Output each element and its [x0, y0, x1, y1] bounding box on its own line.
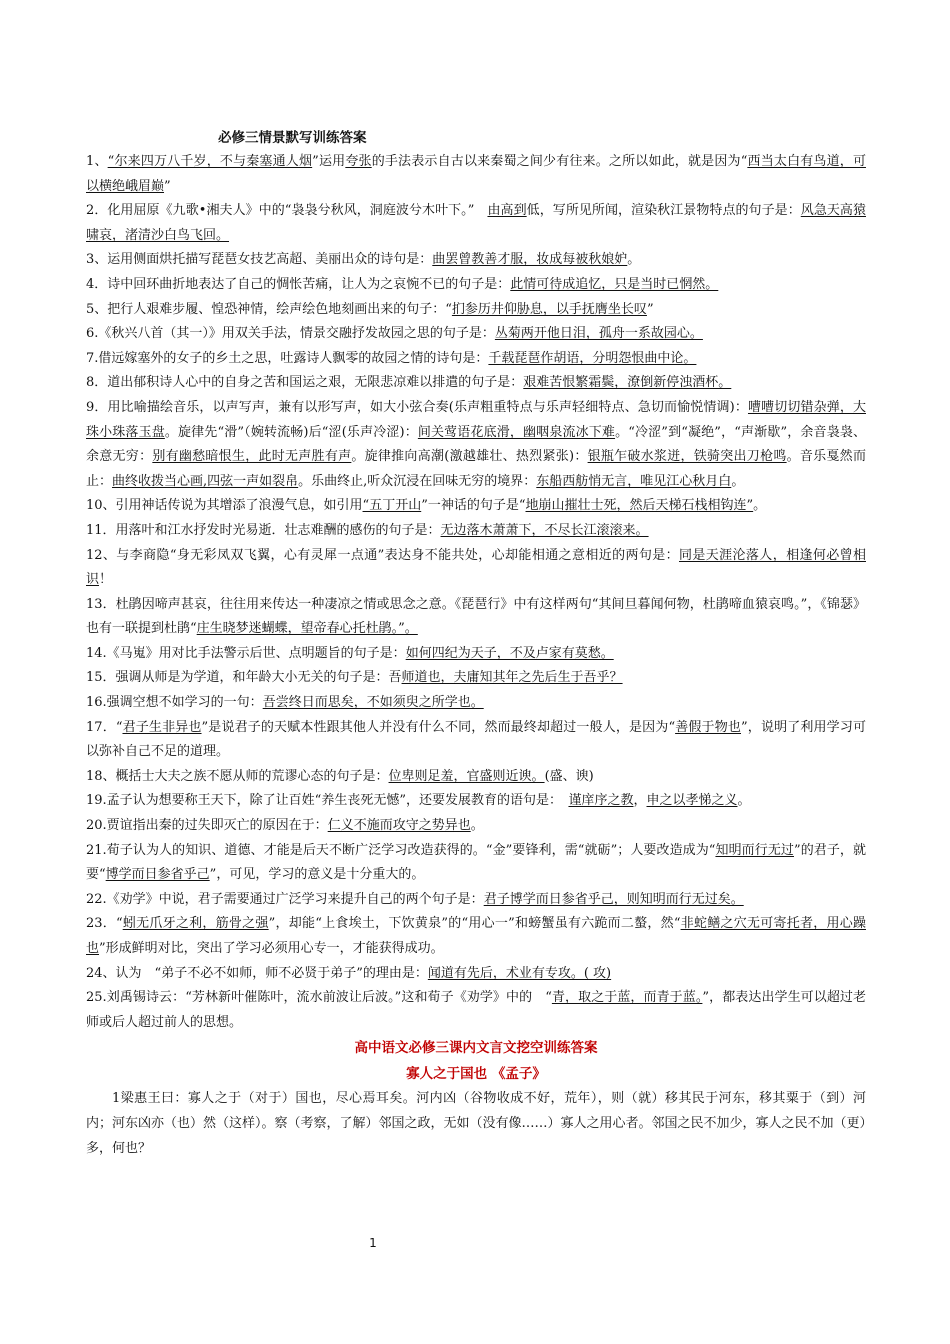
item-text: 25.刘禹锡诗云：“芳林新叶催陈叶，流水前波让后波。”这和荀子《劝学》中的 “	[86, 990, 552, 1006]
item-text: ”的君子，就要“	[86, 842, 866, 883]
answer-blank: 青，取之于蓝，而青于蓝。	[551, 990, 703, 1006]
item-text: 6.《秋兴八首（其一）》用双关手法，情景交融抒发故园之思的句子是：	[86, 326, 495, 342]
item-text: 2．化用屈原《九歌•湘夫人》中的“袅袅兮秋风，洞庭波兮木叶下。”	[86, 203, 488, 219]
answer-blank: 如何四纪为天子，不及卢家有莫愁。	[405, 645, 614, 661]
answer-item	[86, 494, 866, 519]
answer-blank: 东船西舫悄无言，唯见江心秋月白	[536, 473, 732, 489]
item-text: ”	[646, 301, 654, 317]
answer-item	[86, 716, 866, 765]
answer-item	[86, 765, 866, 790]
answer-item	[86, 691, 866, 716]
answer-item	[86, 839, 866, 888]
answer-item	[86, 912, 866, 961]
answer-item	[86, 666, 866, 691]
answer-blank: 曲罢曾教善才服，妆成每被秋娘妒	[432, 252, 628, 268]
item-text: 。	[627, 252, 641, 268]
answer-blank: 同是天涯沦落人，相逢何必曾相识	[86, 547, 866, 588]
item-text: 。旋律先“滑”（婉转流畅)后“涩(乐声冷涩)：	[164, 424, 418, 440]
item-text: 。	[470, 818, 484, 834]
answer-item	[86, 544, 866, 593]
answer-blank: 知明而行无过	[715, 842, 794, 858]
item-text: 12、与李商隐“身无彩凤双飞翼，心有灵犀一点通”表达身不能共处，心却能相通之意相近的两句是：	[86, 547, 680, 563]
answer-item	[86, 888, 866, 913]
answer-item	[86, 347, 866, 372]
answer-blank: “尔来四万八千岁，不与秦塞通人烟	[107, 154, 313, 169]
answer-blank: 间关莺语花底滑，幽咽泉流冰下难	[417, 424, 616, 440]
item-text: ”是说君子的天赋本性跟其他人并没有什么不同，然而最终却超过一般人，是因为“	[201, 719, 676, 735]
section-title: 高中语文必修三课内文言文挖空训练答案	[354, 1040, 598, 1057]
answer-blank: “五丁开山	[362, 498, 422, 514]
answer-blank: 位卑则足羞，官盛则近谀。	[388, 768, 545, 784]
answer-blank: 由高到	[487, 203, 527, 219]
item-text: 24、认为 “弟子不必不如师，师不必贤于弟子”的理由是：	[86, 965, 428, 981]
answer-item	[86, 789, 866, 814]
item-text: 的手法表示自古以来秦蜀之间少有往来。之所以如此，就是因为“	[371, 154, 748, 169]
answer-blank: 艰难苦恨繁霜鬓，潦倒新停浊酒杯。	[523, 375, 732, 391]
answer-blank: 千载琵琶作胡语，分明怨恨曲中论。	[488, 350, 697, 366]
item-text: ”，都表达出学生可以超过老师或后人超过前人的思想。	[86, 990, 866, 1030]
answer-blank: 庄生晓梦迷蝴蝶，望帝春心托杜鹃。”。	[196, 621, 418, 637]
page-number: 1	[369, 1236, 377, 1250]
item-text: 14.《马嵬》用对比手法警示后世、点明题旨的句子是：	[86, 645, 406, 661]
answer-content	[86, 150, 866, 1161]
item-text: 15．强调从师是为学道，和年龄大小无关的句子是：吾	[86, 670, 402, 686]
item-text: 13．杜鹃因啼声甚哀，往往用来传达一种凄凉之情或思念之意。《琵琶行》中有这样两句“其间旦暮闻何物，杜鹃啼血猿哀鸣。”，《锦瑟》也有一联提到杜鹃“	[86, 596, 866, 637]
item-text: 。	[731, 473, 745, 489]
answer-blank: 西当太白有鸟道，可以横绝峨眉巅	[86, 154, 866, 194]
answer-blank: 地崩山摧壮士死，然后天梯石栈相钩连”	[525, 498, 754, 514]
item-text: ”，说明了利用学习可以弥补自己不足的道理。	[86, 719, 866, 760]
item-text: 18、概括士大夫之族不愿从师的荒谬心态的句子是：	[86, 768, 389, 784]
item-text: 22.《劝学》中说，君子需要通过广泛学习来提升自己的两个句子是：	[86, 891, 484, 907]
item-text: 。乐曲终止,听众沉浸在回味无穷的境界：	[298, 473, 537, 489]
item-text: 3、运用侧面烘托描写琵琶女技艺高超、美丽出众的诗句是：	[86, 252, 433, 268]
answer-item	[86, 396, 866, 494]
answer-blank: 别有幽愁暗恨生，此时无声胜有声	[152, 449, 352, 465]
item-text: 19.孟子认为想要称王天下，除了让百姓“养生丧死无憾”，还要发展教育的语句是：	[86, 793, 569, 809]
item-text: 。“冷涩”到“凝绝”，“声渐歇”，余音袅袅、余意无穷：	[86, 424, 866, 465]
item-text: ”，却能“上食埃土，下饮黄泉”的“用心一”和螃蟹虽有六跪而二螯，然“	[268, 916, 681, 932]
item-text: 23．“	[86, 916, 123, 932]
item-text: ”，可见，学习的意义是十分重大的。	[209, 867, 425, 883]
answer-item	[86, 150, 866, 199]
answer-blank: 丛菊两开他日泪，孤舟一系故园心。	[494, 326, 703, 342]
answer-blank: 风急天高猿啸哀，渚清沙白鸟飞回。	[86, 203, 866, 243]
answer-blank: 闻道有先后，术业有专攻。( 攻)	[427, 965, 612, 981]
answer-item	[86, 298, 866, 323]
item-text: 20.贾谊指出秦的过失即灭亡的原因在于：	[86, 818, 328, 834]
item-text: (盛、谀)	[544, 768, 594, 784]
answer-item	[86, 814, 866, 839]
item-text: ”运用	[312, 154, 346, 169]
item-text: 低，写所见所闻，渲染秋江景物特点的句子是：	[526, 203, 801, 219]
answer-item	[86, 248, 866, 273]
answer-blank: 嘈嘈切切错杂弹，大珠小珠落玉盘	[86, 399, 866, 440]
answer-blank: 君子生非异也	[122, 719, 202, 735]
item-text: ”形成鲜明对比，突出了学习必须用心专一，才能获得成功。	[99, 941, 444, 956]
section-subtitle: 寡人之于国也 《孟子》	[406, 1066, 546, 1083]
answer-blank: 师道也，夫庸知其年之先后生于吾乎？	[401, 670, 623, 686]
answer-blank: 蚓无爪牙之利，筋骨之强	[122, 916, 269, 932]
answer-blank: 此情可待成追忆，只是当时已惘然。	[510, 276, 719, 292]
answer-blank: 吾尝终日而思矣，不如须臾之所学也。	[262, 695, 484, 711]
item-text: 16.强调空想不如学习的一句：	[86, 695, 263, 711]
answer-blank: 申之以孝悌之义	[646, 793, 738, 809]
answer-item	[86, 199, 866, 248]
section-paragraph: 1梁惠王曰：寡人之于（对于）国也，尽心焉耳矣。河内凶（谷物收成不好，荒年），则（就）移其民于河东，移其粟于（到）河内；河东凶亦（也）然（这样）。察（考察，了解）邻国之政，无如（没有像……）寡人之用心者。邻国之民不加少，寡人之民不加（更）多，何也？	[86, 1091, 867, 1156]
answer-blank: 无边落木萧萧下，不尽长江滚滚来。	[440, 522, 649, 538]
item-text: 9．用比喻描绘音乐，以声写声，兼有以形写声，如大小弦合奏(乐声粗重特点与乐声轻细特点、急切而愉悦情调)：	[86, 399, 748, 415]
answer-item	[86, 642, 866, 667]
answer-item	[86, 273, 866, 298]
answer-blank: 善假于物也	[675, 719, 741, 735]
item-text: 11．用落叶和江水抒发时光易逝．壮志难酬的感伤的句子是：	[86, 522, 441, 538]
item-text: ”一神话的句子是“	[421, 498, 526, 514]
answer-blank: 君子博学而日参省乎己，则知明而行无过矣。	[483, 891, 744, 907]
item-text: 。音乐戛然而止：	[86, 449, 866, 489]
answer-blank: 仁义不施而攻守之势异也	[327, 818, 471, 834]
item-text: 7.借远嫁塞外的女子的乡土之思，吐露诗人飘零的故园之情的诗句是：	[86, 350, 489, 366]
item-text: 10、引用神话传说为其增添了浪漫气息，如引用	[86, 498, 363, 514]
item-text: 21.荀子认为人的知识、道德、才能是后天不断广泛学习改造获得的。“金”要锋利，需“就砺”；人要改造成为“	[86, 842, 716, 858]
item-text: 。旋律推向高潮(激越雄壮、热烈紧张)：	[351, 449, 588, 465]
answer-item	[86, 322, 866, 347]
answer-list	[86, 150, 866, 1035]
answer-item	[86, 593, 866, 642]
answer-item	[86, 986, 866, 1035]
answer-blank: 夸张	[345, 154, 372, 169]
answer-blank: 银瓶乍破水浆迸，铁骑突出刀枪鸣	[587, 449, 787, 465]
answer-blank: 曲终收拨当心画,四弦一声如裂帛	[112, 473, 299, 489]
answer-blank: 谨庠序之教	[568, 793, 634, 809]
item-text: 。	[737, 793, 751, 809]
answer-blank: 扪参历井仰胁息，以手抚膺坐长叹	[451, 301, 647, 317]
answer-blank: 博学而日参省乎己	[105, 867, 210, 883]
answer-item	[86, 962, 866, 987]
item-text: 5、把行人艰难步履、惶恐神情，绘声绘色地刻画出来的句子：“	[86, 301, 452, 317]
answer-item	[86, 371, 866, 396]
document-title: 必修三情景默写训练答案	[218, 130, 367, 146]
item-text: ！	[99, 572, 113, 588]
item-text: 4．诗中回环曲折地表达了自己的惆怅苦痛，让人为之哀惋不已的句子是：	[86, 276, 511, 292]
item-text: 。	[753, 498, 767, 514]
item-text: 1、	[86, 154, 108, 169]
answer-blank: 非蛇鳝之穴无可寄托者，用心躁也	[86, 916, 866, 956]
item-text: 8．道出郁积诗人心中的自身之苦和国运之艰，无限悲凉难以排遣的句子是：	[86, 375, 524, 391]
answer-item	[86, 519, 866, 544]
item-text: ”	[164, 178, 171, 194]
item-text: ，	[633, 793, 647, 809]
item-text: 17．“	[86, 719, 123, 735]
